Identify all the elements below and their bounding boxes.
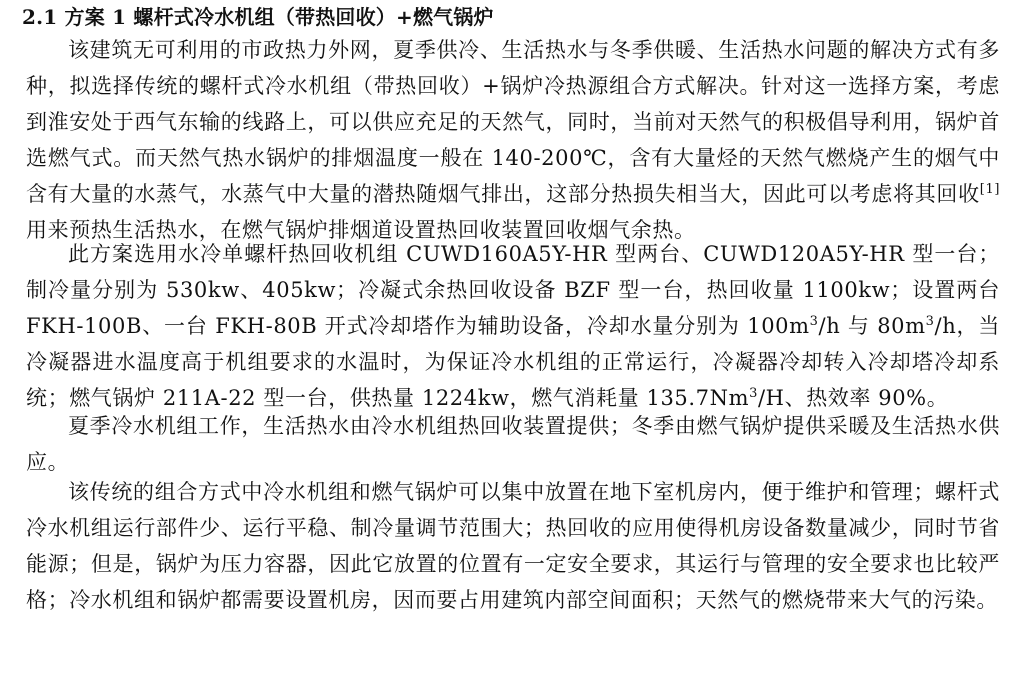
- paragraph-text: /h，当冷凝器进水温度高于机组要求的水温时，为保证冷水机组的正常运行，冷凝器冷却转入冷却塔冷却系统；燃气锅炉 211A-22 型一台，供热量 1224kw，燃气消耗量 135.7Nm: [26, 314, 1000, 410]
- unit-superscript: 3: [809, 314, 819, 329]
- paragraph-text: 此方案选用水冷单螺杆热回收机组 CUWD160A5Y-HR 型两台、CUWD120A5Y-HR 型一台；制冷量分别为 530kw、405kw；冷凝式余热回收设备 BZF 型一台，热回收量 1100kw；设置两台 FKH-100B、一台 FKH-80B 开式冷却塔作为辅助设备，冷却水量分别为 100m: [26, 242, 1000, 338]
- unit-superscript: 3: [749, 386, 758, 401]
- paragraph-text: 该传统的组合方式中冷水机组和燃气锅炉可以集中放置在地下室机房内，便于维护和管理；螺杆式冷水机组运行部件少、运行平稳、制冷量调节范围大；热回收的应用使得机房设备数量减少，同时节省能源；但是，锅炉为压力容器，因此它放置的位置有一定安全要求，其运行与管理的安全要求也比较严格；冷水机组和锅炉都需要设置机房，因而要占用建筑内部空间面积；天然气的燃烧带来大气的污染。: [26, 480, 1000, 612]
- paragraph-text: /h 与 80m: [818, 314, 926, 338]
- section-heading: 2.1 方案 1 螺杆式冷水机组（带热回收）+燃气锅炉: [22, 5, 494, 29]
- paragraph-3: [26, 408, 1000, 480]
- paragraph-text: 用来预热生活热水，在燃气锅炉排烟道设置热回收装置回收烟气余热。: [26, 218, 696, 242]
- paragraph-text: 夏季冷水机组工作，生活热水由冷水机组热回收装置提供；冬季由燃气锅炉提供采暖及生活热水供应。: [26, 414, 1000, 474]
- citation-superscript: [1]: [979, 182, 1000, 197]
- paragraph-1: [26, 32, 1000, 248]
- paragraph-2: [26, 236, 1000, 416]
- paragraph-4: [26, 474, 1000, 618]
- paragraph-text: 该建筑无可利用的市政热力外网，夏季供冷、生活热水与冬季供暖、生活热水问题的解决方式有多种，拟选择传统的螺杆式冷水机组（带热回收）+锅炉冷热源组合方式解决。针对这一选择方案，考虑到淮安处于西气东输的线路上，可以供应充足的天然气，同时，当前对天然气的积极倡导利用，锅炉首选燃气式。而天然气热水锅炉的排烟温度一般在 140-200℃，含有大量烃的天然气燃烧产生的烟气中含有大量的水蒸气，水蒸气中大量的潜热随烟气排出，这部分热损失相当大，因此可以考虑将其回收: [26, 38, 1000, 206]
- paragraph-text: /H、热效率 90%。: [758, 386, 949, 410]
- unit-superscript: 3: [925, 314, 935, 329]
